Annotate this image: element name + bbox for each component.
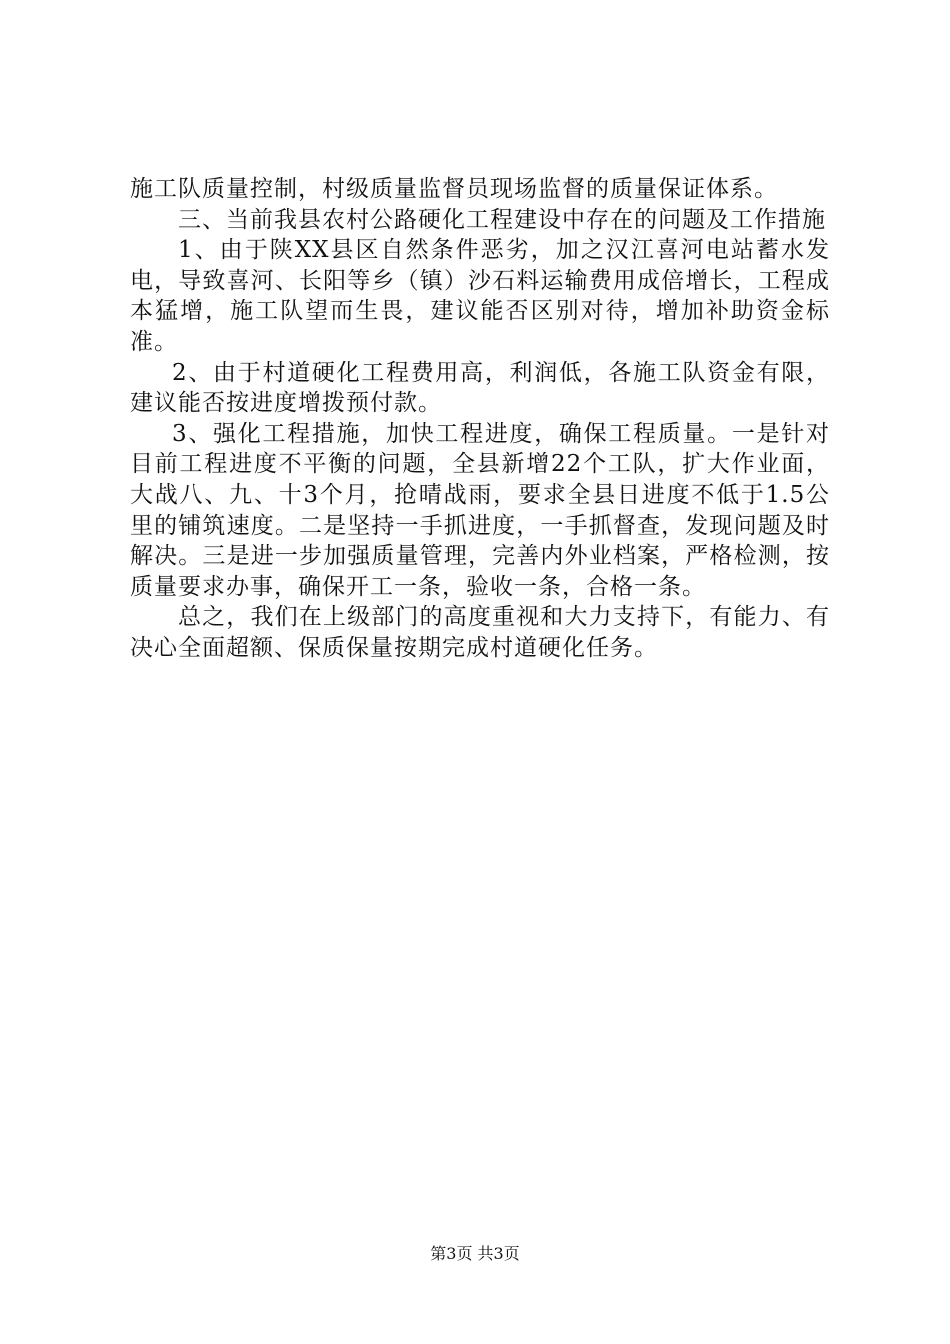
paragraph-item-3: 3、强化工程措施，加快工程进度，确保工程质量。一是针对目前工程进度不平衡的问题，全县新增22个工队，扩大作业面，大战八、九、十3个月，抢晴战雨，要求全县日进度不低于1.5公里的铺筑速度。二是坚持一手抓进度，一手抓督查，发现问题及时解决。三是进一步加强质量管理，完善内外业档案，严格检测，按质量要求办事，确保开工一条，验收一条，合格一条。 [130,420,830,600]
document-body [130,174,830,664]
paragraph-item-1: 1、由于陕XX县区自然条件恶劣，加之汉江喜河电站蓄水发电，导致喜河、长阳等乡（镇）沙石料运输费用成倍增长，工程成本猛增，施工队望而生畏，建议能否区别对待，增加补助资金标准。 [130,237,830,355]
paragraph-item-2: 2、由于村道硬化工程费用高，利润低，各施工队资金有限，建议能否按进度增拨预付款。 [130,359,830,417]
section-heading-three: 三、当前我县农村公路硬化工程建设中存在的问题及工作措施 [178,206,826,233]
paragraph-conclusion: 总之，我们在上级部门的高度重视和大力支持下，有能力、有决心全面超额、保质保量按期完成村道硬化任务。 [130,604,830,661]
paragraph-continuation: 施工队质量控制，村级质量监督员现场监督的质量保证体系。 [130,176,778,202]
page-number-footer: 第3页 共3页 [430,1244,520,1263]
